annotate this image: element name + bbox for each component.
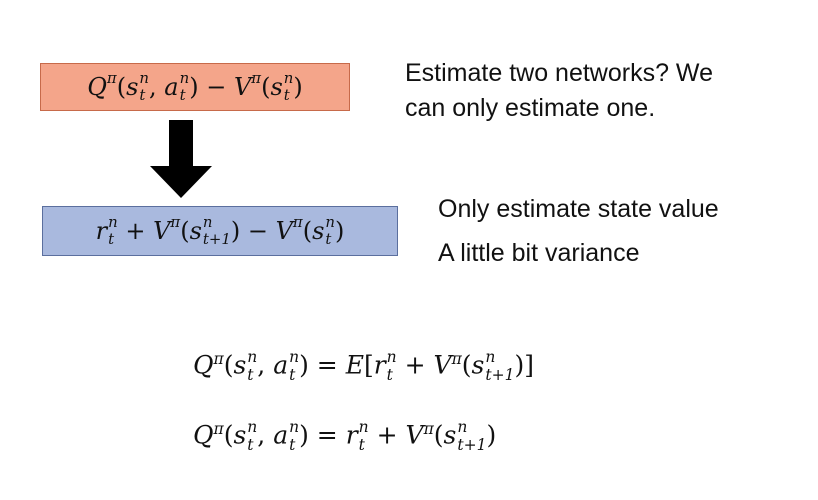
close-paren: ): [189, 73, 199, 101]
close-paren: ): [293, 73, 303, 101]
v-symbol: V: [275, 217, 293, 245]
s-symbol: s: [471, 350, 485, 380]
r-symbol: r: [95, 217, 108, 245]
a-symbol: a: [273, 350, 289, 380]
plus-sign: +: [404, 350, 426, 380]
minus-sign: −: [206, 73, 227, 101]
open-paren: (: [180, 217, 190, 245]
t-subscript: t: [325, 230, 332, 248]
t-subscript: t: [179, 86, 186, 104]
t-subscript: t: [139, 86, 146, 104]
open-bracket: [: [363, 350, 374, 380]
note-only-state-value: Only estimate state value: [438, 195, 719, 223]
a-scripts: [289, 420, 299, 453]
s-scripts: [485, 350, 514, 383]
equals-sign: =: [316, 420, 338, 450]
close-bracket: ]: [524, 350, 534, 380]
comma: ,: [149, 73, 157, 101]
equation-approximation: [193, 420, 496, 453]
n-superscript: n: [202, 213, 213, 232]
a-symbol: a: [164, 73, 179, 101]
close-paren: ): [335, 217, 345, 245]
s-scripts: [203, 215, 231, 247]
s-symbol: s: [312, 217, 325, 245]
plus-sign: +: [125, 217, 146, 245]
t-subscript: t: [247, 365, 254, 384]
down-arrow-shape: [150, 120, 212, 198]
s-symbol: s: [270, 73, 283, 101]
q-symbol: Q: [193, 420, 214, 450]
equals-sign: =: [316, 350, 338, 380]
t-plus-1-subscript: t+1: [485, 365, 515, 384]
v-symbol: V: [153, 217, 171, 245]
s-scripts: [457, 420, 486, 453]
n-superscript: n: [325, 213, 335, 232]
note-estimate-two-networks: [405, 56, 713, 126]
a-scripts: [289, 350, 299, 383]
pi-superscript: π: [213, 350, 224, 369]
t-subscript: t: [283, 86, 290, 104]
s-scripts: [247, 350, 257, 383]
a-scripts: [180, 71, 190, 103]
n-superscript: n: [139, 69, 149, 88]
pi-superscript: π: [451, 350, 462, 369]
down-arrow-icon: [150, 120, 212, 198]
s-scripts: [247, 420, 257, 453]
equation-expectation: [193, 350, 534, 383]
s-symbol: s: [443, 420, 457, 450]
open-paren: (: [461, 350, 472, 380]
close-paren: ): [486, 420, 497, 450]
n-superscript: n: [247, 418, 258, 436]
s-scripts: [284, 71, 294, 103]
open-paren: (: [223, 420, 234, 450]
n-superscript: n: [386, 348, 397, 366]
s-symbol: s: [233, 350, 247, 380]
n-superscript: n: [283, 69, 294, 88]
close-paren: ): [299, 350, 309, 380]
t-subscript: t: [358, 435, 365, 454]
r-symbol: r: [345, 420, 358, 450]
r-scripts: [387, 350, 397, 383]
t-subscript: t: [247, 435, 254, 454]
open-paren: (: [223, 350, 234, 380]
v-symbol: V: [433, 350, 452, 380]
t-subscript: t: [386, 365, 393, 384]
n-superscript: n: [247, 348, 258, 366]
s-symbol: s: [233, 420, 247, 450]
n-superscript: n: [457, 418, 468, 436]
comma: ,: [257, 350, 266, 380]
s-symbol: s: [189, 217, 202, 245]
s-scripts: [139, 71, 149, 103]
r-scripts: [108, 215, 118, 247]
note-little-variance: A little bit variance: [438, 239, 640, 267]
n-superscript: n: [289, 348, 300, 366]
n-superscript: n: [289, 418, 300, 436]
v-symbol: V: [233, 73, 252, 101]
r-scripts: [359, 420, 369, 453]
td-error-box: r n t + V $^\pi$ ( s n t+1 ) − V $^\pi$ ( s n t ): [42, 206, 398, 256]
plus-sign: +: [376, 420, 398, 450]
s-symbol: s: [126, 73, 139, 101]
r-symbol: r: [373, 350, 386, 380]
note-line-2: can only estimate one.: [405, 94, 656, 122]
n-superscript: n: [108, 213, 118, 232]
advantage-q-minus-v-box: Q $^\pi$ ( s n t , a n t ) − V $^\pi$ ( s n t ): [40, 63, 350, 111]
t-plus-1-subscript: t+1: [202, 230, 231, 248]
t-subscript: t: [108, 230, 115, 248]
open-paren: (: [433, 420, 444, 450]
q-symbol: Q: [193, 350, 214, 380]
a-symbol: a: [273, 420, 289, 450]
t-subscript: t: [289, 435, 296, 454]
q-symbol: Q: [87, 73, 107, 101]
s-scripts: [325, 215, 335, 247]
close-paren: ): [299, 420, 309, 450]
t-plus-1-subscript: t+1: [457, 435, 487, 454]
n-superscript: n: [485, 348, 496, 366]
n-superscript: n: [179, 69, 190, 88]
close-paren: ): [514, 350, 525, 380]
expectation-e: E: [345, 350, 364, 380]
n-superscript: n: [358, 418, 369, 436]
open-paren: (: [302, 217, 313, 245]
t-subscript: t: [289, 365, 296, 384]
pi-superscript: π: [213, 420, 224, 439]
comma: ,: [257, 420, 266, 450]
v-symbol: V: [405, 420, 424, 450]
close-paren: ): [230, 217, 241, 245]
minus-sign: −: [247, 217, 268, 245]
open-paren: (: [261, 73, 271, 101]
pi-superscript: π: [423, 420, 434, 439]
open-paren: (: [116, 73, 127, 101]
note-line-1: Estimate two networks? We: [405, 59, 713, 87]
